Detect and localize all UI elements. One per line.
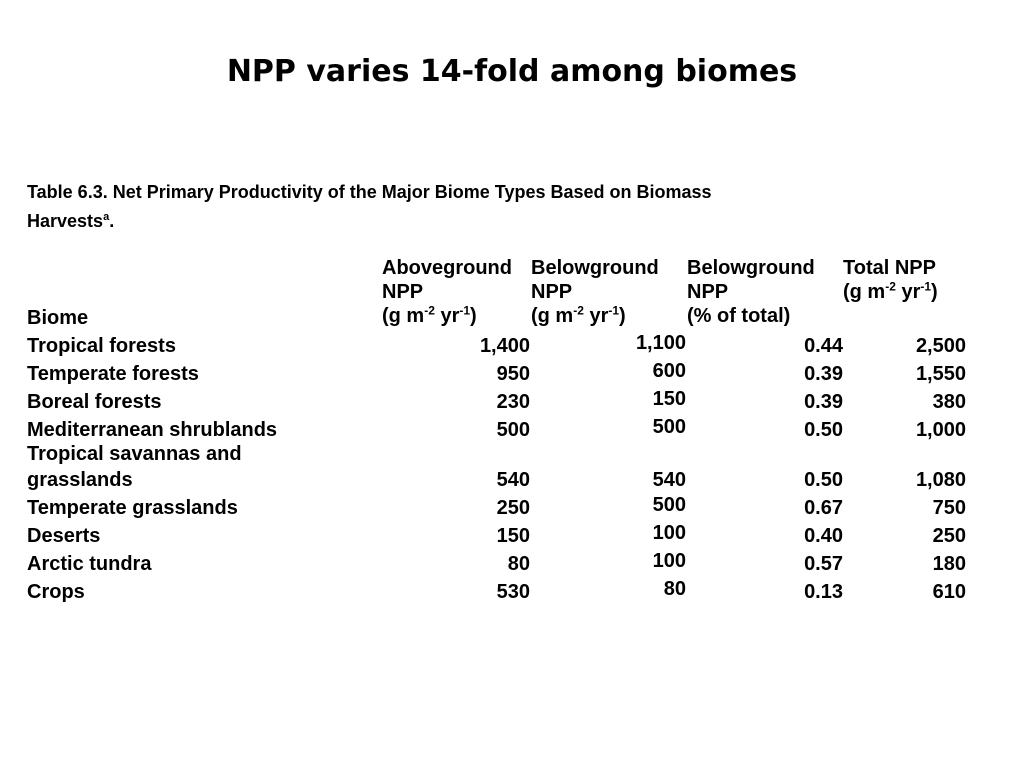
belowground-percent-value: 0.13 <box>804 581 843 603</box>
caption-line-1: Table 6.3. Net Primary Productivity of the Major Biome Types Based on Biomass <box>27 182 712 202</box>
belowground-percent-value: 0.44 <box>804 335 843 357</box>
caption-line-2: Harvests$^a$. <box>27 211 115 231</box>
aboveground-value: 150 <box>496 525 530 547</box>
aboveground-value: 500 <box>496 419 530 441</box>
biome-name: grasslands <box>27 469 133 491</box>
header-biome: Biome <box>27 307 89 329</box>
belowground-value: 100 <box>652 550 686 572</box>
biome-name: Temperate grasslands <box>27 497 238 519</box>
total-npp-value: 1,080 <box>915 469 966 491</box>
biome-name: Temperate forests <box>27 363 199 385</box>
aboveground-value: 530 <box>496 581 530 603</box>
header-belowground-percent: Belowground NPP (% of total) <box>687 257 815 327</box>
total-npp-value: 1,550 <box>915 363 966 385</box>
header-belowground: Belowground NPP (g $m^{-2}$ $yr^{-1}$) <box>531 257 659 327</box>
biome-name: Boreal forests <box>27 391 162 413</box>
belowground-value: 500 <box>652 416 686 438</box>
biome-name-line-1: Tropical savannas and <box>27 443 242 465</box>
total-npp-value: 180 <box>932 553 966 575</box>
aboveground-value: 950 <box>496 363 530 385</box>
belowground-value: 600 <box>652 360 686 382</box>
belowground-value: 80 <box>663 578 686 600</box>
belowground-value: 1,100 <box>635 332 686 354</box>
aboveground-value: 230 <box>496 391 530 413</box>
aboveground-value: 80 <box>507 553 530 575</box>
table-caption <box>27 180 927 234</box>
belowground-value: 150 <box>652 388 686 410</box>
aboveground-value: 250 <box>496 497 530 519</box>
biome-name: Tropical forests <box>27 335 176 357</box>
belowground-percent-value: 0.67 <box>804 497 843 519</box>
aboveground-value: 540 <box>496 469 530 491</box>
biome-name: Mediterranean shrublands <box>27 419 278 441</box>
total-npp-value: 750 <box>932 497 966 519</box>
biome-name: Crops <box>27 581 85 603</box>
header-total-npp: Total NPP (g $m^{-2}$ $yr^{-1}$) <box>843 257 938 303</box>
belowground-percent-value: 0.50 <box>804 419 843 441</box>
belowground-percent-value: 0.40 <box>804 525 843 547</box>
belowground-percent-value: 0.39 <box>804 363 843 385</box>
belowground-value: 500 <box>652 494 686 516</box>
total-npp-value: 610 <box>932 581 966 603</box>
belowground-value: 540 <box>652 469 686 491</box>
belowground-percent-value: 0.57 <box>804 553 843 575</box>
total-npp-value: 250 <box>932 525 966 547</box>
total-npp-value: 380 <box>932 391 966 413</box>
slide-title: NPP varies 14-fold among biomes <box>226 54 798 89</box>
total-npp-value: 1,000 <box>915 419 966 441</box>
biome-name: Arctic tundra <box>27 553 152 575</box>
total-npp-value: 2,500 <box>915 335 966 357</box>
biome-name: Deserts <box>27 525 101 547</box>
aboveground-value: 1,400 <box>479 335 530 357</box>
belowground-percent-value: 0.39 <box>804 391 843 413</box>
header-aboveground: Aboveground NPP (g $m^{-2}$ $yr^{-1}$) <box>382 257 512 327</box>
belowground-percent-value: 0.50 <box>804 469 843 491</box>
belowground-value: 100 <box>652 522 686 544</box>
